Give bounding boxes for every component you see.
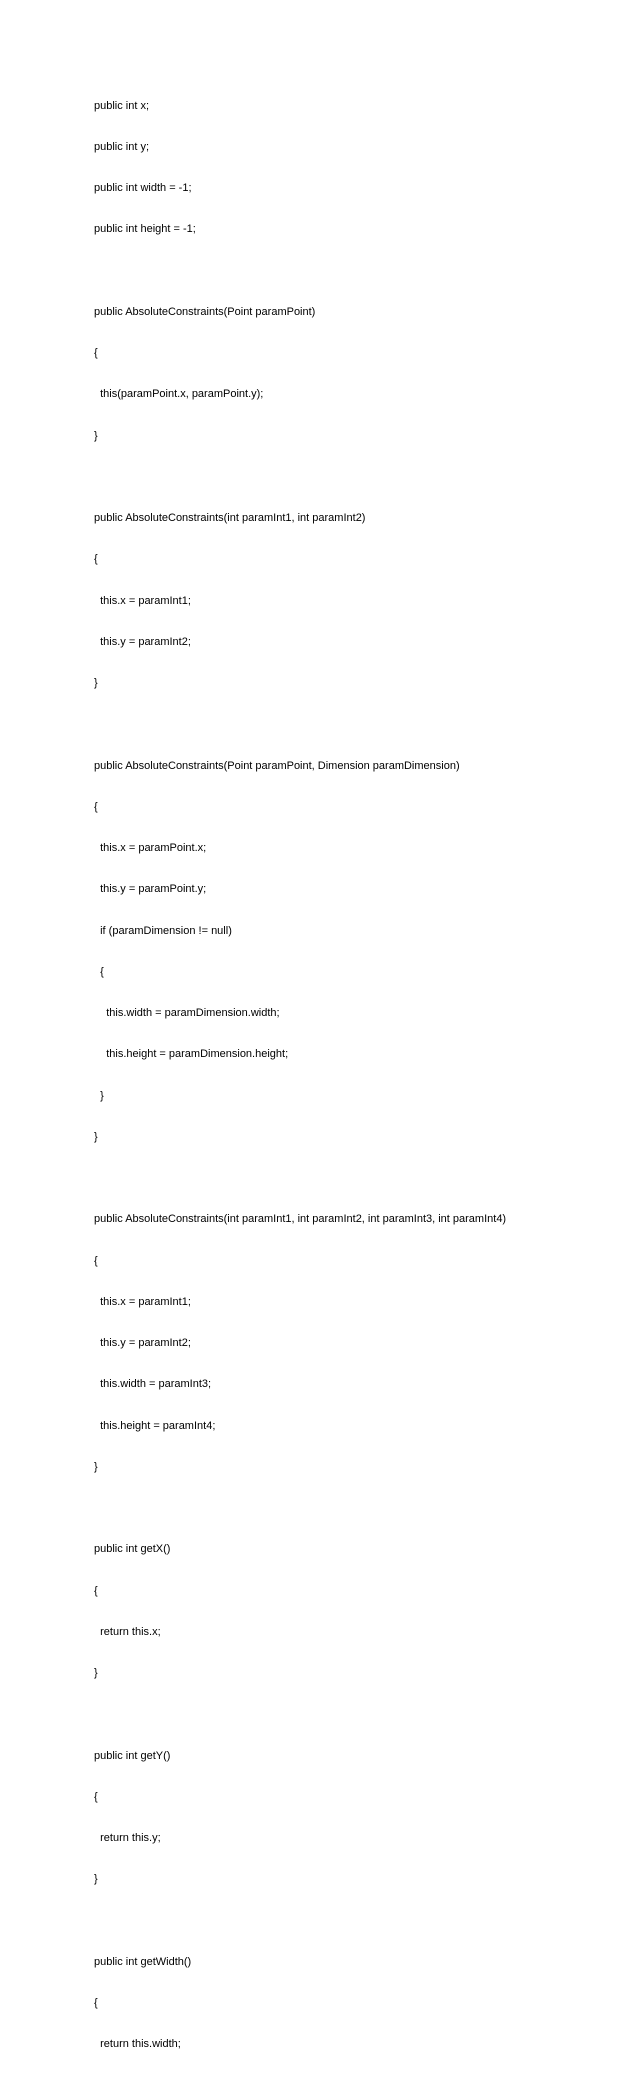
code-line: return this.x;	[94, 1625, 161, 1638]
code-line: {	[94, 1254, 98, 1267]
code-line: this.y = paramInt2;	[94, 1337, 191, 1349]
code-line: if (paramDimension != null)	[94, 924, 232, 937]
code-line: {	[94, 1790, 98, 1803]
code-line: public AbsoluteConstraints(Point paramPoint, Dimension paramDimension)	[94, 759, 460, 772]
code-line: this.width = paramDimension.width;	[94, 1007, 280, 1019]
code-line: this.height = paramInt4;	[94, 1419, 216, 1432]
code-line: this.x = paramInt1;	[94, 1295, 191, 1308]
code-line: }	[94, 1460, 98, 1473]
code-line: {	[94, 553, 98, 566]
code-line: public int getX()	[94, 1543, 171, 1556]
blank-line	[94, 1708, 614, 1722]
blank-line	[94, 718, 614, 732]
code-line: }	[94, 1667, 98, 1679]
code-line: public int x;	[94, 99, 150, 112]
code-line: {	[94, 1584, 98, 1597]
code-line: return this.y;	[94, 1832, 161, 1844]
code-line: this(paramPoint.x, paramPoint.y);	[94, 388, 264, 401]
blank-line	[94, 1172, 614, 1186]
code-line: {	[94, 965, 104, 978]
code-line: public int getY()	[94, 1749, 171, 1762]
code-line: public int height = -1;	[94, 223, 196, 236]
code-line: this.width = paramInt3;	[94, 1378, 212, 1391]
code-line: }	[94, 1873, 98, 1886]
blank-line	[94, 265, 614, 279]
code-block	[94, 72, 614, 2080]
code-line: public AbsoluteConstraints(int paramInt1, int paramInt2)	[94, 512, 366, 524]
code-line: }	[94, 1089, 104, 1102]
code-line: this.height = paramDimension.height;	[94, 1048, 289, 1061]
blank-line	[94, 1915, 614, 1929]
code-line: }	[94, 429, 98, 442]
blank-line	[94, 471, 614, 485]
code-line: {	[94, 800, 98, 813]
code-line: public int y;	[94, 140, 150, 153]
code-line: public int width = -1;	[94, 182, 192, 194]
code-line: {	[94, 347, 98, 359]
code-line: this.y = paramPoint.y;	[94, 883, 207, 896]
code-line: return this.width;	[94, 2038, 181, 2051]
code-line: public int getWidth()	[94, 1955, 192, 1968]
code-line: {	[94, 1997, 98, 2009]
code-line: }	[94, 677, 98, 689]
code-line: public AbsoluteConstraints(int paramInt1, int paramInt2, int paramInt3, int paramInt4)	[94, 1213, 507, 1226]
code-line: }	[94, 1130, 98, 1143]
blank-line	[94, 1502, 614, 1516]
code-line: public AbsoluteConstraints(Point paramPoint)	[94, 305, 316, 318]
code-line: this.y = paramInt2;	[94, 635, 191, 648]
code-line: this.x = paramInt1;	[94, 594, 191, 607]
code-line: this.x = paramPoint.x;	[94, 842, 207, 854]
